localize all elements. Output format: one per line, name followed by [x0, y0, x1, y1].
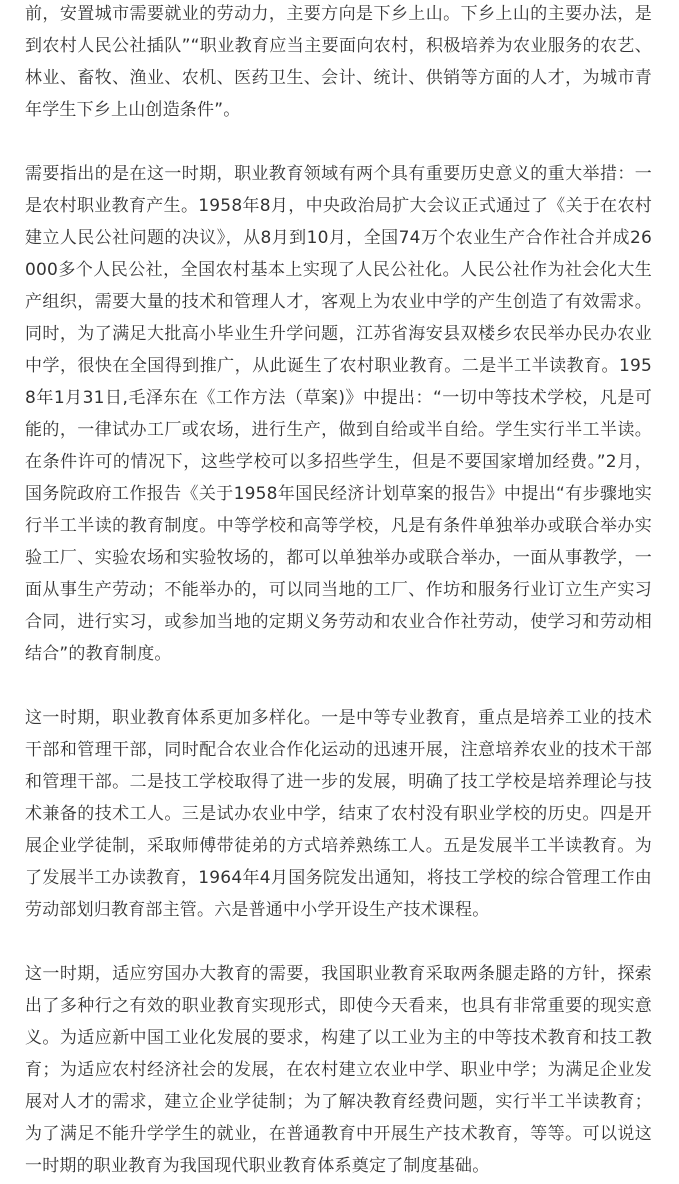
paragraph-4: 这一时期，适应穷国办大教育的需要，我国职业教育采取两条腿走路的方针，探索出了多种行之有效的职业教育实现形式，即使今天看来，也具有非常重要的现实意义。为适应新中国工业化发展的要求，构建了以工业为主的中等技术教育和技工教育；为适应农村经济社会的发展，在农村建立农业中学、职业中学；为满足企业发展对人才的需求，建立企业学徒制；为了解决教育经费问题，实行半工半读教育；为了满足不能升学学生的就业，在普通教育中开展生产技术教育，等等。可以说这一时期的职业教育为我国现代职业教育体系奠定了制度基础。: [25, 964, 652, 1176]
paragraph-2: 需要指出的是在这一时期，职业教育领域有两个具有重要历史意义的重大举措：一是农村职业教育产生。1958年8月，中央政治局扩大会议正式通过了《关于在农村建立人民公社问题的决议》，从8月到10月，全国74万个农业生产合作社合并成26000多个人民公社，全国农村基本上实现了人民公社化。人民公社作为社会化大生产组织，需要大量的技术和管理人才，客观上为农业中学的产生创造了有效需求。同时，为了满足大批高小毕业生升学问题，江苏省海安县双楼乡农民举办民办农业中学，很快在全国得到推广，从此诞生了农村职业教育。二是半工半读教育。1958年1月31日,毛泽东在《工作方法（草案)》中提出：“一切中等技术学校，凡是可能的，一律试办工厂或农场，进行生产，做到自给或半自给。学生实行半工半读。在条件许可的情况下，这些学校可以多招些学生，但是不要国家增加经费。”2月，国务院政府工作报告《关于1958年国民经济计划草案的报告》中提出“有步骤地实行半工半读的教育制度。中等学校和高等学校，凡是有条件单独举办或联合举办实验工厂、实验农场和实验牧场的，都可以单独举办或联合举办，一面从事教学，一面从事生产劳动；不能举办的，可以同当地的工厂、作坊和服务行业订立生产实习合同，进行实习，或参加当地的定期义务劳动和农业合作社劳动，使学习和劳动相结合”的教育制度。: [25, 164, 652, 664]
paragraph-3: 这一时期，职业教育体系更加多样化。一是中等专业教育，重点是培养工业的技术干部和管理干部，同时配合农业合作化运动的迅速开展，注意培养农业的技术干部和管理干部。二是技工学校取得了进一步的发展，明确了技工学校是培养理论与技术兼备的技术工人。三是试办农业中学，结束了农村没有职业学校的历史。四是开展企业学徒制，采取师傅带徒弟的方式培养熟练工人。五是发展半工半读教育。为了发展半工办读教育，1964年4月国务院发出通知，将技工学校的综合管理工作由劳动部划归教育部主管。六是普通中小学开设生产技术课程。: [25, 708, 652, 920]
paragraph-1: 前，安置城市需要就业的劳动力，主要方向是下乡上山。下乡上山的主要办法，是到农村人民公社插队”“职业教育应当主要面向农村，积极培养为农业服务的农艺、林业、畜牧、渔业、农机、医药卫生、会计、统计、供销等方面的人才，为城市青年学生下乡上山创造条件”。: [25, 4, 652, 120]
